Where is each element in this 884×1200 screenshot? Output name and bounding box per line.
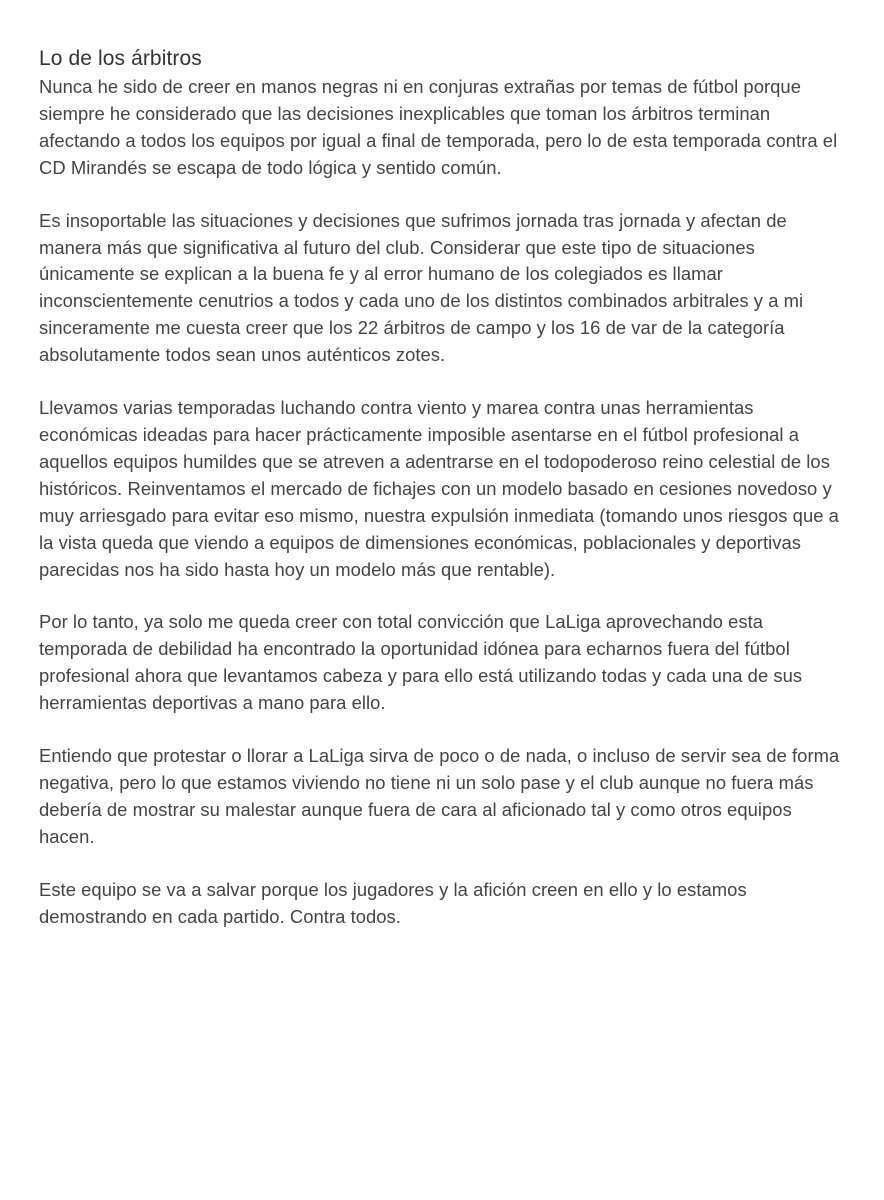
note-paragraph-2: Es insoportable las situaciones y decisiones que sufrimos jornada tras jornada y afectan de manera más que significativa al futuro del club. Considerar que este tipo de situaciones únicamente se explican a la buena fe y al error humano de los colegiados es llamar inconscientemente cenutrios a todos y cada uno de los distintos combinados arbitrales y a mi sinceramente me cuesta creer que los 22 árbitros de campo y los 16 de var de la categoría absolutamente todos sean unos auténticos zotes. (39, 209, 804, 366)
note-body (39, 74, 847, 930)
note-document (39, 44, 847, 956)
note-paragraph-5: Entiendo que protestar o llorar a LaLiga sirva de poco o de nada, o incluso de servir sea de forma negativa, pero lo que estamos viviendo no tiene ni un solo pase y el club aunque no fuera más debería de mostrar su malestar aunque fuera de cara al aficionado tal y como otros equipos hacen. (39, 745, 840, 847)
note-title: Lo de los árbitros (39, 47, 202, 70)
note-paragraph-1: Nunca he sido de creer en manos negras ni en conjuras extrañas por temas de fútbol porque siempre he considerado que las decisiones inexplicables que toman los árbitros terminan afectando a todos los equipos por igual a final de temporada, pero lo de esta temporada contra el CD Mirandés se escapa de todo lógica y sentido común. (39, 76, 838, 178)
note-paragraph-4: Por lo tanto, ya solo me queda creer con total convicción que LaLiga aprovechando esta temporada de debilidad ha encontrado la oportunidad idónea para echarnos fuera del fútbol profesional ahora que levantamos cabeza y para ello está utilizando todas y cada una de sus herramientas deportivas a mano para ello. (39, 611, 803, 714)
note-paragraph-3: Llevamos varias temporadas luchando contra viento y marea contra unas herramientas económicas ideadas para hacer prácticamente imposible asentarse en el fútbol profesional a aquellos equipos humildes que se atreven a adentrarse en el todopoderoso reino celestial de los históricos. Reinventamos el mercado de fichajes con un modelo basado en cesiones novedoso y muy arriesgado para evitar eso mismo, nuestra expulsión inmediata (tomando unos riesgos que a la vista queda que viendo a equipos de dimensiones económicas, poblacionales y deportivas parecidas nos ha sido hasta hoy un modelo más que rentable). (39, 397, 839, 580)
note-paragraph-6: Este equipo se va a salvar porque los jugadores y la afición creen en ello y lo estamos demostrando en cada partido. Contra todos. (39, 878, 747, 927)
